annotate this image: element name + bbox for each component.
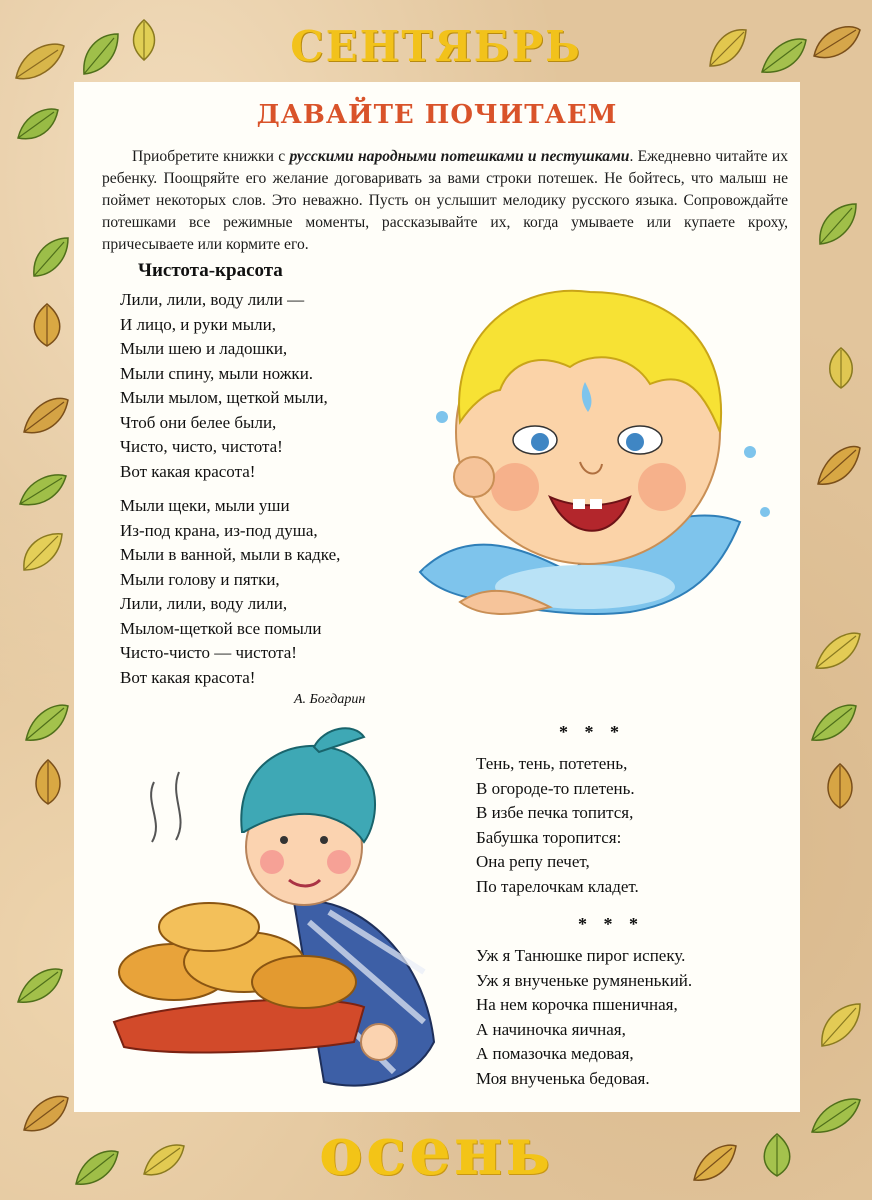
autumn-leaf-icon xyxy=(28,234,72,280)
autumn-leaf-icon xyxy=(812,628,864,674)
poem-line: Вот какая красота! xyxy=(120,461,256,481)
poem-line: А помазочка медовая, xyxy=(476,1044,634,1063)
poem-line: Чтоб они белее были, xyxy=(120,412,277,432)
poem-line: Чисто-чисто — чистота! xyxy=(120,643,297,662)
intro-emphasis: русскими народными потешками и пестушками xyxy=(289,148,630,165)
autumn-leaf-icon xyxy=(814,440,864,490)
poem-line: Уж я Танюшке пирог испеку. xyxy=(476,946,686,965)
poem-line: Лили, лили, воду лили — xyxy=(120,290,305,309)
poem-line: И лицо, и руки мыли, xyxy=(120,314,276,334)
poem3-separator: * * * xyxy=(578,914,644,934)
poem-title: Чистота-красота xyxy=(138,260,283,281)
poem-line: Мылом-щеткой все помыли xyxy=(120,618,322,638)
poem-line: Лили, лили, воду лили, xyxy=(120,594,288,613)
season-title: осень xyxy=(318,1112,554,1190)
autumn-leaf-icon xyxy=(816,1000,864,1050)
poem1-stanza1 xyxy=(120,288,328,484)
autumn-leaf-icon xyxy=(20,392,72,438)
intro-paragraph xyxy=(102,146,788,256)
poem-line: В избе печка топится, xyxy=(476,803,634,822)
poem-line: Тень, тень, потетень, xyxy=(476,754,628,773)
poem2-separator: * * * xyxy=(559,722,625,742)
poem-line: По тарелочкам кладет. xyxy=(476,876,639,896)
content-panel xyxy=(74,82,800,1112)
washing-child-illustration xyxy=(390,272,790,672)
poem-line: Мыли щеки, мыли уши xyxy=(120,496,290,515)
autumn-leaf-icon xyxy=(22,300,72,350)
poem-line: На нем корочка пшеничная, xyxy=(476,995,678,1014)
autumn-leaf-icon xyxy=(814,200,862,248)
autumn-leaf-icon xyxy=(24,756,72,808)
autumn-leaf-icon xyxy=(14,104,62,144)
poem-line: Она репу печет, xyxy=(476,852,590,871)
poem-line: Из-под крана, из-под душа, xyxy=(120,520,318,540)
poem-line: Мыли шею и ладошки, xyxy=(120,339,288,358)
autumn-leaf-icon xyxy=(16,470,70,510)
poem3 xyxy=(476,944,692,1091)
poem-line: Мыли спину, мыли ножки. xyxy=(120,363,314,383)
autumn-leaf-icon xyxy=(18,528,66,574)
month-title: СЕНТЯБРЬ xyxy=(290,22,582,71)
poem-line: Мыли в ванной, мыли в кадке, xyxy=(120,545,341,564)
poem1-stanza2 xyxy=(120,494,340,690)
poem-line: Моя внученька бедовая. xyxy=(476,1068,650,1088)
intro-text-end: . Ежедневно читайте их ребенку. Поощряйте его желание договаривать за вами строки потешек. Не бойтесь, что малыш не поймет некоторых слов. Это неважно. Пусть он услышит мелодику русского языка. Сопровождайте потешками все режимные моменты, рассказывайте их, когда умываете или купаете кроху, причесываете или кормите его. xyxy=(102,148,789,253)
autumn-leaf-icon xyxy=(818,344,864,390)
poem-author: А. Богдарин xyxy=(294,692,366,707)
grandmother-with-pies-illustration xyxy=(94,722,454,1102)
poem-line: В огороде-то плетень. xyxy=(476,778,635,798)
autumn-leaf-icon xyxy=(808,700,860,746)
autumn-leaf-icon xyxy=(14,964,66,1008)
intro-text-start: Приобретите книжки с xyxy=(132,148,290,165)
poem-line: Уж я внученьке румяненький. xyxy=(476,970,693,990)
poem-line: Бабушка торопится: xyxy=(476,827,622,847)
autumn-leaf-icon xyxy=(22,700,72,746)
section-heading: ДАВАЙТЕ ПОЧИТАЕМ xyxy=(256,100,618,130)
autumn-leaf-icon xyxy=(816,760,864,812)
poem2 xyxy=(476,752,639,899)
poem-line: Мыли голову и пятки, xyxy=(120,569,280,589)
poem-line: Мыли мылом, щеткой мыли, xyxy=(120,388,328,407)
poem-line: А начиночка яичная, xyxy=(476,1019,626,1039)
poem-line: Чисто, чисто, чистота! xyxy=(120,437,283,456)
poem-line: Вот какая красота! xyxy=(120,667,256,687)
